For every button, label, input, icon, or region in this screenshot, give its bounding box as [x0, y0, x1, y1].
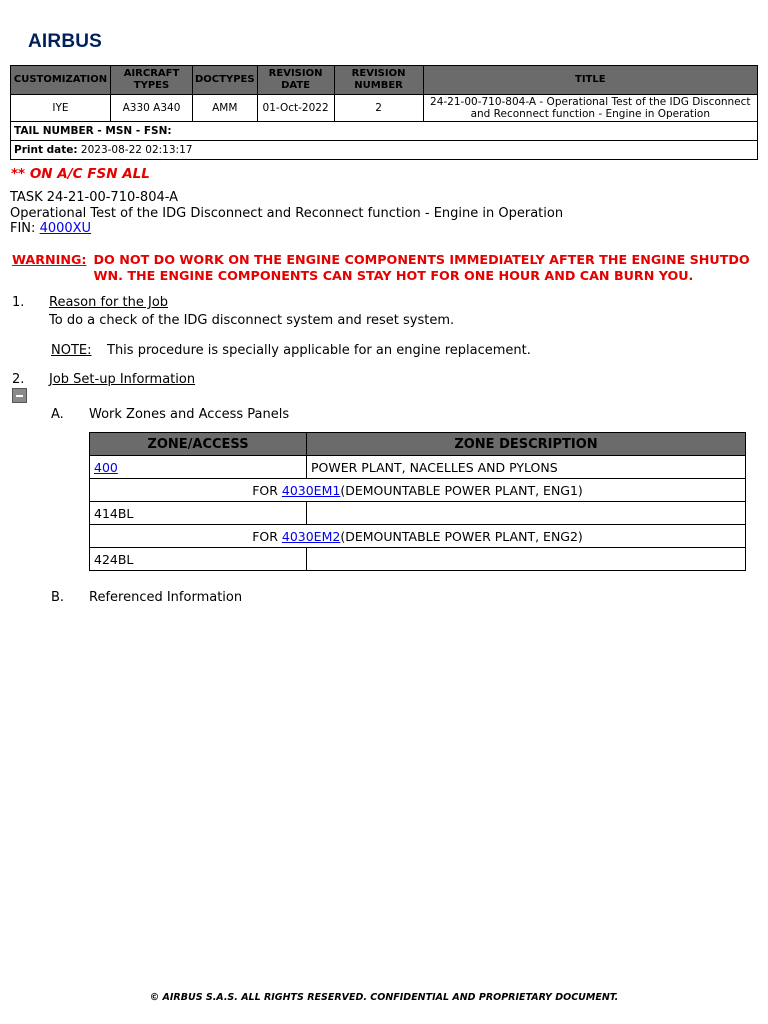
note-label: NOTE:	[51, 343, 92, 358]
copyright-footer: © AIRBUS S.A.S. ALL RIGHTS RESERVED. CONFIDENTIAL AND PROPRIETARY DOCUMENT.	[149, 992, 619, 1003]
access-panel-cell: 414BL	[90, 502, 307, 525]
table-row	[90, 548, 746, 571]
fin-line	[10, 221, 563, 237]
for-eng2-cell	[90, 525, 746, 548]
zones-header-row	[90, 433, 746, 456]
print-date-cell	[11, 141, 758, 160]
table-row	[90, 479, 746, 502]
task-title: Operational Test of the IDG Disconnect and Reconnect function - Engine in Operation	[10, 205, 564, 221]
work-zones-table	[89, 432, 746, 571]
empty-description-cell	[307, 548, 746, 571]
print-date-row	[11, 141, 758, 160]
fin-4030em2-link[interactable]: 4030EM2	[281, 528, 341, 544]
customization-value: IYE	[11, 95, 111, 122]
access-panel-cell: 424BL	[90, 548, 307, 571]
sub-b-title: Referenced Information	[89, 590, 243, 605]
for-eng2-prefix: FOR	[252, 528, 282, 544]
warning-label: WARNING:	[12, 252, 87, 267]
warning-block	[12, 252, 752, 284]
zone-400-link[interactable]: 400	[94, 459, 118, 475]
header-cell-revision-number: REVISION NUMBER	[334, 66, 423, 95]
header-cell-doctypes: DOCTYPES	[193, 66, 258, 95]
airbus-logo: AIRBUS	[28, 31, 103, 52]
empty-description-cell	[307, 502, 746, 525]
header-cell-revision-date: REVISION DATE	[257, 66, 334, 95]
table-row	[90, 456, 746, 479]
for-eng1-cell	[90, 479, 746, 502]
print-date-value: 2023-08-22 02:13:17	[80, 144, 193, 156]
section-2-heading: Job Set-up Information	[49, 372, 196, 387]
sub-a-title: Work Zones and Access Panels	[89, 407, 290, 422]
table-row	[90, 502, 746, 525]
document-header-table	[10, 65, 758, 160]
print-date-label: Print date:	[14, 144, 78, 156]
fsn-applicability: ** ON A/C FSN ALL	[11, 166, 150, 182]
tail-number-row	[11, 122, 758, 141]
zone-description-cell: POWER PLANT, NACELLES AND PYLONS	[307, 456, 746, 479]
header-cell-customization: CUSTOMIZATION	[11, 66, 111, 95]
task-block	[10, 190, 563, 237]
fin-label: FIN:	[10, 221, 36, 236]
zone-description-header: ZONE DESCRIPTION	[307, 433, 746, 456]
zone-cell	[90, 456, 307, 479]
for-eng1-prefix: FOR	[252, 482, 282, 498]
header-cell-title: TITLE	[423, 66, 757, 95]
revision-date-value: 01-Oct-2022	[257, 95, 334, 122]
aircraft-types-value: A330 A340	[111, 95, 193, 122]
section-1-heading: Reason for the Job	[49, 295, 169, 310]
collapse-minus-icon[interactable]	[12, 388, 27, 403]
section-1-text: To do a check of the IDG disconnect system and reset system.	[49, 313, 455, 328]
tail-number-label: TAIL NUMBER - MSN - FSN:	[11, 122, 758, 141]
zone-access-header: ZONE/ACCESS	[90, 433, 307, 456]
fin-link[interactable]: 4000XU	[39, 221, 92, 236]
section-1-number: 1.	[12, 295, 25, 310]
for-eng2-suffix: (DEMOUNTABLE POWER PLANT, ENG2)	[340, 528, 583, 544]
revision-number-value: 2	[334, 95, 423, 122]
section-2-number: 2.	[12, 372, 25, 387]
title-value: 24-21-00-710-804-A - Operational Test of the IDG Disconnect and Reconnect function - Engine in Operation	[423, 95, 757, 122]
sub-a-letter: A.	[51, 407, 64, 422]
note-text: This procedure is specially applicable for an engine replacement.	[107, 343, 531, 358]
warning-text: DO NOT DO WORK ON THE ENGINE COMPONENTS IMMEDIATELY AFTER THE ENGINE SHUTDOWN. THE ENGINE COMPONENTS CAN STAY HOT FOR ONE HOUR AND CAN BURN YOU.	[93, 252, 750, 283]
sub-b-letter: B.	[51, 590, 65, 605]
doctypes-value: AMM	[193, 95, 258, 122]
header-value-row	[11, 95, 758, 122]
for-eng1-suffix: (DEMOUNTABLE POWER PLANT, ENG1)	[340, 482, 583, 498]
task-number: TASK 24-21-00-710-804-A	[10, 190, 179, 205]
fin-4030em1-link[interactable]: 4030EM1	[281, 482, 341, 498]
header-cell-aircraft-types: AIRCRAFT TYPES	[111, 66, 193, 95]
table-row	[90, 525, 746, 548]
header-row	[11, 66, 758, 95]
